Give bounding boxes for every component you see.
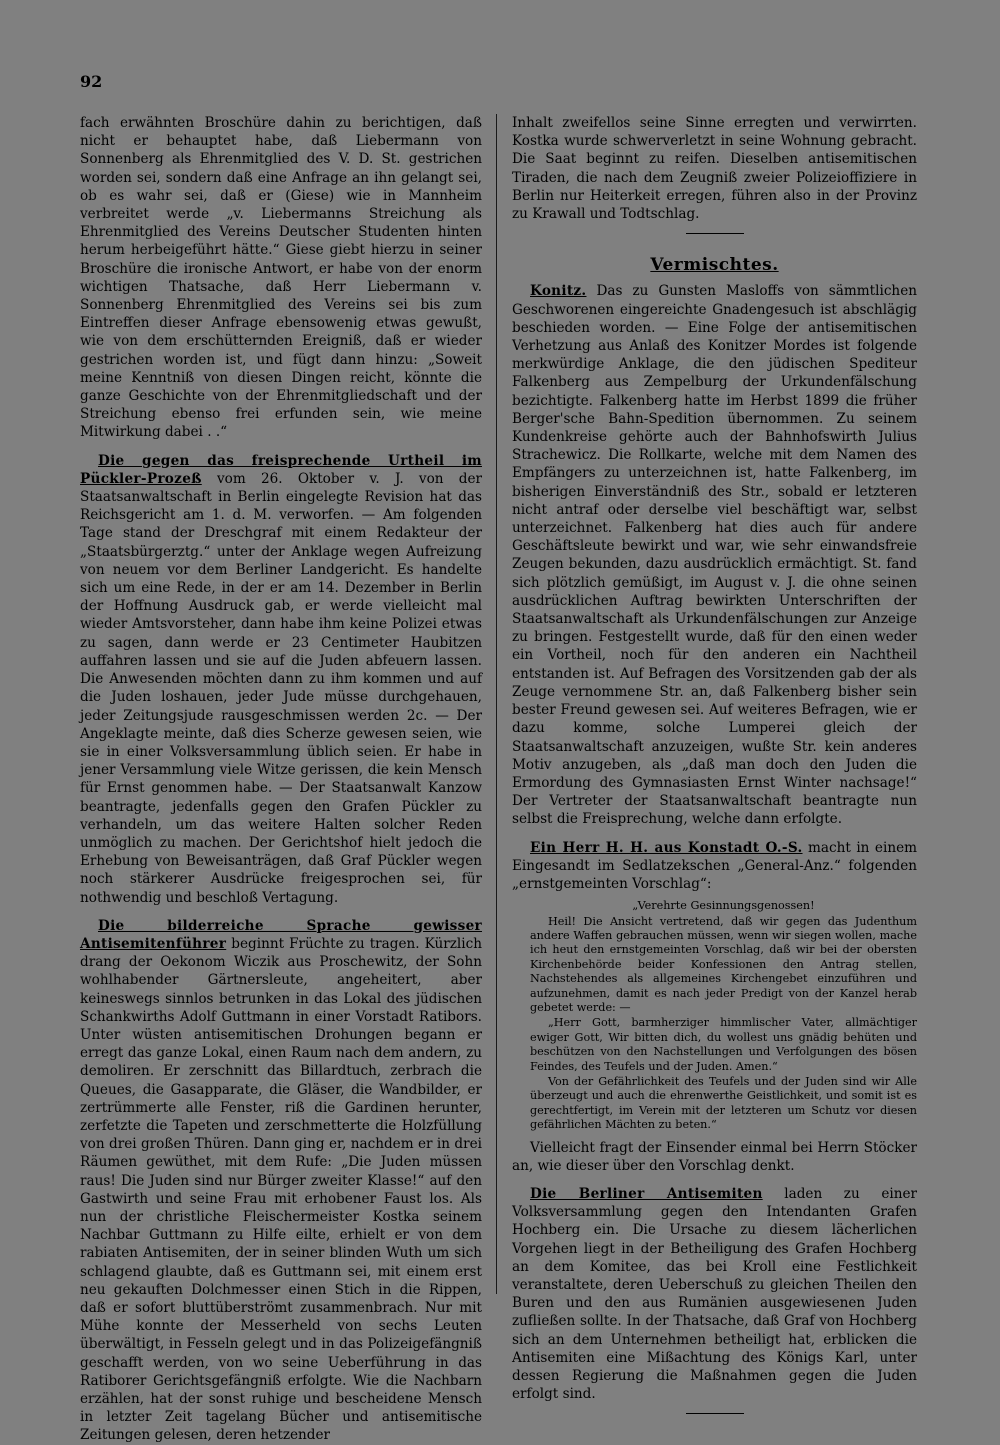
body-konstadt: macht in einem Eingesandt im Sedlatzekschen „General-Anz.“ folgenden „ernstgemeinten Vorschlag“: xyxy=(512,839,918,892)
right-paragraph-continuation: Inhalt zweifellos seine Sinne erregten und verwirrten. Kostka wurde schwerverletzt in seine Wohnung gebracht. Die Saat beginnt zu reifen. Dieselben antisemitischen Tiraden, die nach dem Zeugniß zweier Polizeioffiziere in Berlin nur Heiterkeit erregen, führen also in der Provinz zu Krawall und Todtschlag. xyxy=(512,115,917,223)
body-pueckler-trial: vom 26. Oktober v. J. von der Staatsanwaltschaft in Berlin eingelegte Revision hat das Reichsgericht am 1. d. M. verworfen. — Am folgenden Tage stand der Dreschgraf mit einem Redakteur der „Staatsbürgerztg.“ unter der Anklage wegen Aufreizung von neuem vor dem Berliner Landgericht. Es handelte sich um eine Rede, in der er am 14. Dezember in Berlin der Hoffnung Ausdruck gab, er werde vielleicht mal wieder Amtsvorsteher, dann habe ihm keine Polizei etwas zu sagen, dann werde er 23 Centimeter Haubitzen auffahren lassen und sie auf die Juden abfeuern lassen. Die Anwesenden möchten dann zu ihm kommen und auf die Juden loshauen, jeder Jude müsse durchgehauen, jeder Zeitungsjude rausgeschmissen werden 2c. — Der Angeklagte meinte, daß dies Scherze gewesen seien, wie sie in einer Volksversammlung üblich seien. Er habe in jener Versammlung viele Witze gerissen, die kein Mensch für Ernst genommen habe. — Der Staatsanwalt Kanzow beantragte, jedenfalls gegen den Grafen Pückler zu verhandeln, um das weitere Halten solcher Reden unmöglich zu machen. Der Gerichtshof hielt jedoch die Erhebung von Beweisanträgen, daß Graf Pückler wegen noch stärkerer Ausdrücke freigesprochen sei, für nothwendig und beschloß Vertagung. xyxy=(80,470,482,906)
article-berlin-antisemites xyxy=(512,1185,917,1403)
headline-antisemite-language: Die bilderreiche Sprache gewisser Antisemitenführer xyxy=(80,917,482,952)
page-number: 92 xyxy=(80,72,103,91)
quoted-proposal xyxy=(530,899,917,1133)
headline-pueckler-trial: Die gegen das freisprechende Urtheil im Pückler-Prozeß xyxy=(80,452,482,487)
quote-salutation: „Verehrte Gesinnungsgenossen! xyxy=(632,899,815,913)
quote-prayer: „Herr Gott, barmherziger himmlischer Vater, allmächtiger ewiger Gott, Wir bitten dich, du wollest uns gnädig behüten und beschützen von den Nachstellungen und Verfolgungen des bösen Feindes, des Teufels und der Juden. Amen.“ xyxy=(530,1016,917,1073)
article-konitz xyxy=(512,282,917,828)
quote-paragraph-2: Von der Gefährlichkeit des Teufels und der Juden sind wir Alle überzeugt und auch die ehrenwerthe Geistlichkeit, und somit ist es gerechtfertigt, im Verein mit der letzteren um Schutz vor diesen gefährlichen Mächten zu beten.“ xyxy=(530,1075,917,1132)
headline-berlin-antisemites: Die Berliner Antisemiten xyxy=(530,1186,763,1203)
right-column xyxy=(512,114,917,1424)
section-title-vermischtes: Vermischtes. xyxy=(650,255,779,276)
article-separator xyxy=(686,233,744,234)
headline-konitz: Konitz. xyxy=(530,283,587,300)
headline-konstadt: Ein Herr H. H. aus Konstadt O.-S. xyxy=(530,839,803,856)
end-separator xyxy=(686,1413,744,1414)
article-konstadt xyxy=(512,839,917,894)
article-pueckler-trial xyxy=(80,452,482,907)
body-antisemite-language: beginnt Früchte zu tragen. Kürzlich drang der Oekonom Wiczik aus Proschewitz, der Sohn wohlhabender Gärtnersleute, angeheitert, aber keineswegs sinnlos betrunken in das Lokal des jüdischen Schankwirths Adolf Guttmann in einer Vorstadt Ratibors. Unter wüsten antisemitischen Drohungen begann er erregt das ganze Lokal, einen Raum nach dem andern, zu demoliren. Er zerschnitt das Billardtuch, zerbrach die Queues, die Gasapparate, die Gläser, die Wandbilder, er zertrümmerte alle Fenster, riß die Gardinen herunter, zerfetzte die Tapeten und zerschmetterte die Holzfüllung von drei großen Thüren. Dann ging er, nachdem er in drei Räumen gewüthet, mit dem Rufe: „Die Juden müssen raus! Die Juden sind nur Bürger zweiter Klasse!“ auf den Gastwirth und seine Frau mit erhobener Faust los. Als nun der christliche Fleischermeister Kostka seinem Nachbar Guttmann zu Hilfe eilte, erhielt er von dem rabiaten Antisemiten, der in seiner blinden Wuth um sich schlagend glaubte, daß es Guttmann sei, mit einem erst neu gekauften Dolchmesser einen Stich in die Rippen, daß er sofort bluttüberströmt zusammenbrach. Nur mit Mühe konnte der Messerheld von sechs Leuten überwältigt, in Fesseln gelegt und in das Polizeigefängniß geschafft werden, von wo seine Ueberführung in das Ratiborer Gerichtsgefängniß erfolgte. Wie die Nachbarn erzählen, hat der sonst ruhige und bescheidene Mensch in letzter Zeit tagelang Bücher und antisemitische Zeitungen gelesen, deren hetzender xyxy=(80,935,482,1444)
body-konitz: Das zu Gunsten Masloffs von sämmtlichen Geschworenen eingereichte Gnadengesuch ist abschlägig beschieden worden. — Eine Folge der antisemitischen Verhetzung aus Anlaß des Konitzer Mordes ist folgende merkwürdige Anklage, die den jüdischen Spediteur Falkenberg aus Zempelburg der Urkundenfälschung bezichtigte. Falkenberg hatte im Herbst 1899 die früher Berger'sche Bahn-Spedition übernommen. Zu seinem Kundenkreise gehörte auch der Bahnhofswirth Julius Strachewicz. Die Rollkarte, welche mit dem Namen des Empfängers zu unterzeichnen ist, hatte Falkenberg, im bisherigen Einverständniß des Str., sobald er letzteren nicht antraf oder derselbe viel beschäftigt war, selbst unterzeichnet. Falkenberg hat dies auch für andere Geschäftsleute bewirkt und war, wie sehr einwandsfreie Zeugen bekunden, dazu ausdrücklich ermächtigt. St. fand sich plötzlich gemüßigt, im August v. J. die ohne seinen ausdrücklichen Auftrag bewirkten Unterschriften der Staatsanwaltschaft als Urkundenfälschungen zur Anzeige zu bringen. Festgestellt wurde, daß für den einen weder ein Vortheil, noch für den anderen ein Nachtheil entstanden ist. Auf Befragen des Vorsitzenden gab der als Zeuge vernommene Str. an, daß Falkenberg bisher sein bester Freund gewesen sei. Auf weiteres Befragen, wie er dazu komme, solche Lumperei gleich der Staatsanwaltschaft anzuzeigen, wußte Str. kein anderes Motiv anzugeben, als „daß man doch den Juden die Ermordung des Gymnasiasten Ernst Winter nachsage!“ Der Vertreter der Staatsanwaltschaft beantragte nun selbst die Freisprechung, welche dann erfolgte. xyxy=(512,283,917,828)
left-column xyxy=(80,114,482,1445)
left-paragraph-giese: fach erwähnten Broschüre dahin zu berichtigen, daß nicht er behauptet habe, daß Liebermann von Sonnenberg als Ehrenmitglied des V. D. St. gestrichen worden sei, sondern daß eine Anfrage an ihn gelangt sei, ob es wahr sei, daß er (Giese) wie in Mannheim verbreitet werde „v. Liebermanns Streichung als Ehrenmitglied des Vereins Deutscher Studenten hinten herum herbeigeführt hätte.“ Giese giebt hierzu in seiner Broschüre die ironische Antwort, er habe von der enorm wichtigen Thatsache, daß Herr Liebermann v. Sonnenberg Ehrenmitglied des Vereins sei bis zum Eintreffen dieser Anfrage ebensowenig etwas gewußt, wie von dem erschütternden Ereigniß, daß er wieder gestrichen worden ist, und fügt dann hinzu: „Soweit meine Kenntniß von diesen Dingen reicht, könnte die ganze Geschichte von der Ehrenmitgliedschaft und der Streichung ebenso frei erfunden sein, wie meine Mitwirkung dabei . .“ xyxy=(80,115,482,441)
column-divider xyxy=(496,114,497,1294)
konstadt-closing: Vielleicht fragt der Einsender einmal bei Herrn Stöcker an, wie dieser über den Vorschlag denkt. xyxy=(512,1139,917,1174)
body-berlin-antisemites: laden zu einer Volksversammlung gegen den Intendanten Grafen Hochberg ein. Die Ursache zu diesem lächerlichen Vorgehen liegt in der Betheiligung des Grafen Hochberg an dem Komitee, das bei Kroll eine Festlichkeit veranstaltete, deren Ueberschuß zu gleichen Theilen den Buren und den aus Rumänien ausgewiesenen Juden zufließen sollte. In der Thatsache, daß Graf von Hochberg sich an dem Unternehmen betheiligt hat, erblicken die Antisemiten eine Mißachtung des Königs Karl, unter dessen Regierung die Maßnahmen gegen die Juden erfolgt sind. xyxy=(512,1186,918,1403)
quote-paragraph-1: Heil! Die Ansicht vertretend, daß wir gegen das Judenthum andere Waffen gebrauchen müssen, wenn wir siegen wollen, mache ich heut den ernstgemeinten Vorschlag, daß wir bei der obersten Kirchenbehörde beider Konfessionen den Antrag stellen, Nachstehendes als allgemeines Kirchengebet einzuführen und aufzunehmen, damit es nach jeder Predigt von der Kanzel herab gebetet werde: — xyxy=(530,914,917,1014)
article-antisemite-language xyxy=(80,917,482,1445)
